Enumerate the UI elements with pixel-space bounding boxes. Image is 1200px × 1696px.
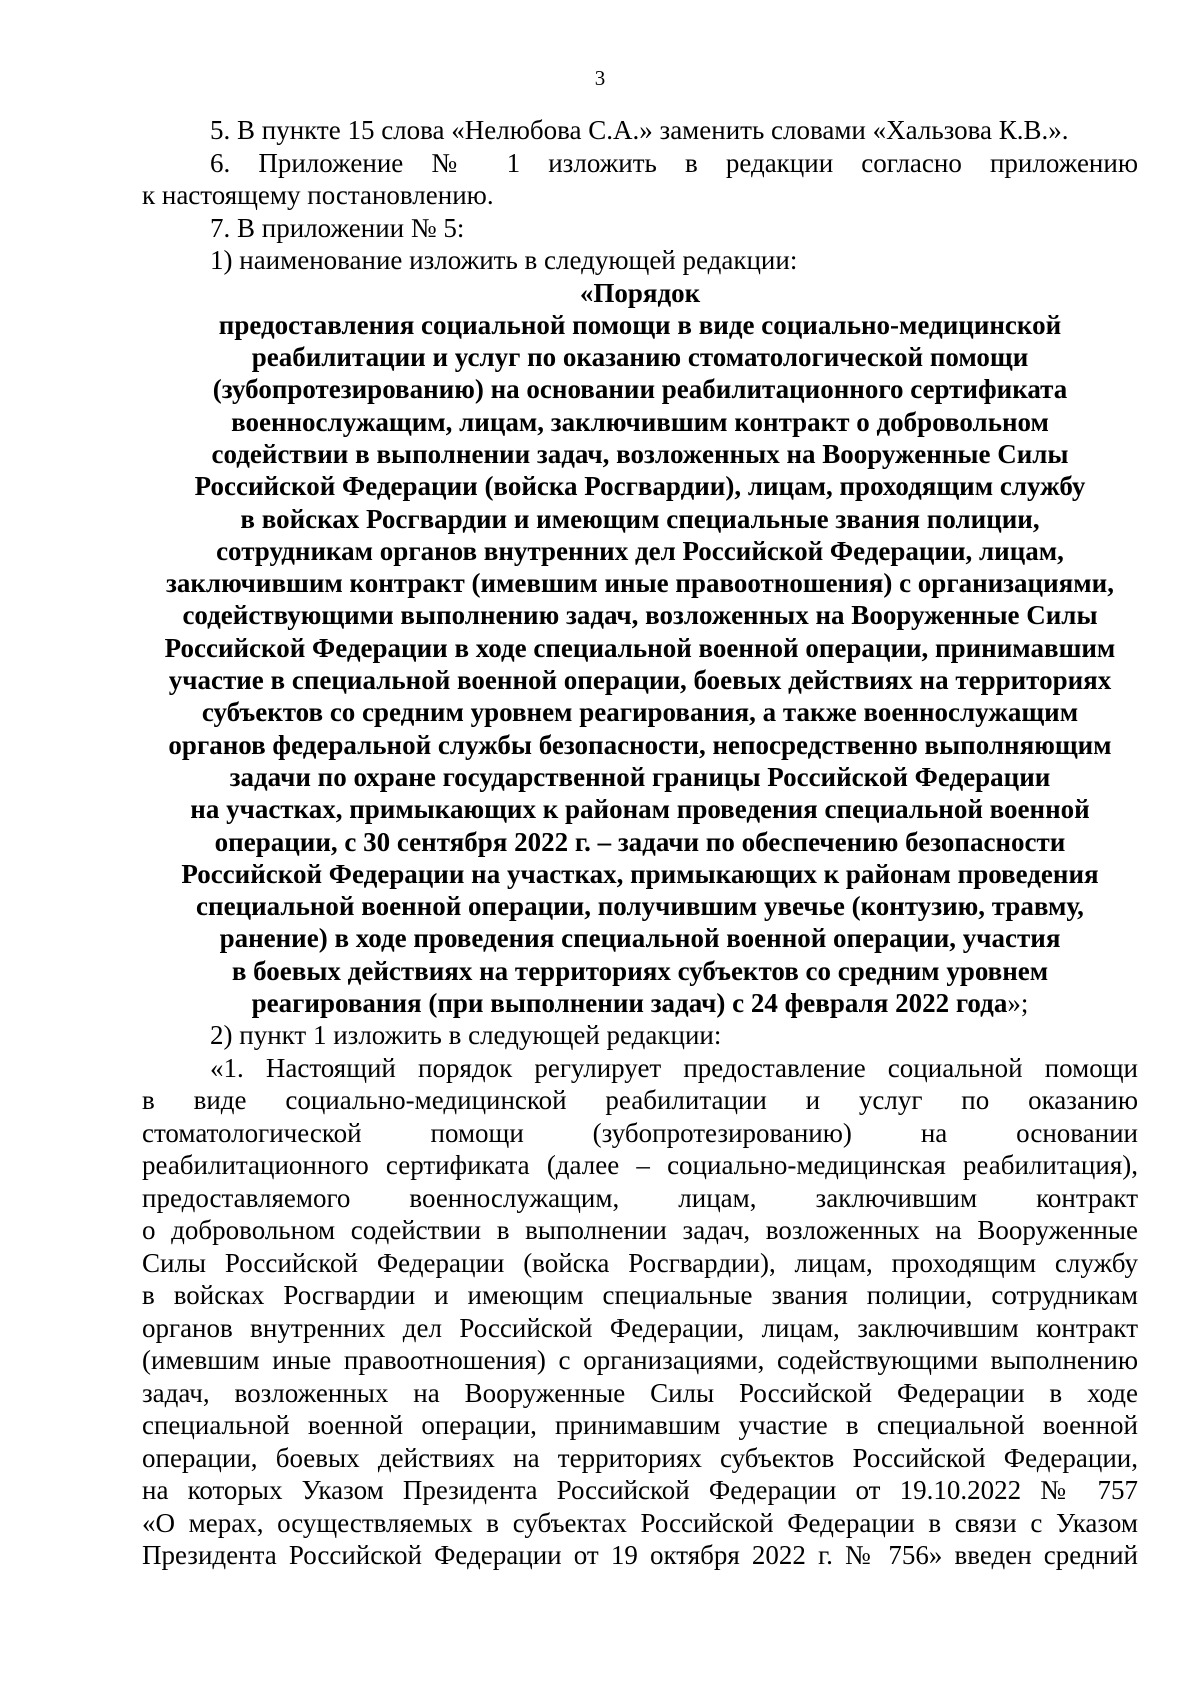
paragraph-line: «1. Настоящий порядок регулирует предоставление социальной помощи [210, 1052, 1138, 1083]
title-line: субъектов со средним уровнем реагирования, а также военнослужащим [201, 697, 1079, 728]
paragraph-line: задач, возложенных на Вооруженные Силы Российской Федерации в ходе [142, 1377, 1138, 1408]
paragraph-1 [142, 1052, 1138, 1572]
title-line: в войсках Росгвардии и имеющим специальные звания полиции, [240, 503, 1040, 534]
title-line: заключившим контракт (имевшим иные правоотношения) с организациями, [166, 568, 1114, 599]
paragraph-line: «О мерах, осуществляемых в субъектах Российской Федерации в связи с Указом [142, 1507, 1138, 1538]
item-6-line-2: к настоящему постановлению. [142, 180, 494, 210]
paragraph-line: предоставляемого военнослужащим, лицам, заключившим контракт [142, 1182, 1138, 1213]
item-6-line-1: 6. Приложение № 1 изложить в редакции согласно приложению [210, 147, 1138, 178]
title-line: сотрудникам органов внутренних дел Российской Федерации, лицам, [216, 535, 1064, 566]
paragraph-line: в войсках Росгвардии и имеющим специальные звания полиции, сотрудникам [142, 1280, 1138, 1311]
title-line: операции, с 30 сентября 2022 г. – задачи по обеспечению безопасности [214, 826, 1066, 857]
item-7: 7. В приложении № 5: [210, 212, 465, 243]
item-5: 5. В пункте 15 слова «Нелюбова С.А.» заменить словами «Хальзова К.В.». [210, 115, 1069, 145]
paragraph-line: (имевшим иные правоотношения) с организациями, содействующими выполнению [142, 1345, 1138, 1376]
item-7-2: 2) пункт 1 изложить в следующей редакции: [210, 1020, 722, 1051]
title-line: задачи по охране государственной границы Российской Федерации [229, 761, 1051, 792]
title-last-bold: реагирования (при выполнении задач) с 24 февраля 2022 года [251, 988, 1008, 1019]
paragraph-line: специальной военной операции, принимавшим участие в специальной военной [142, 1410, 1138, 1441]
procedure-title [142, 277, 1138, 1020]
title-line: (зубопротезированию) на основании реабилитационного сертификата [212, 374, 1068, 405]
paragraph-line: органов внутренних дел Российской Федерации, лицам, заключившим контракт [142, 1312, 1138, 1343]
page-number: 3 [594, 66, 606, 90]
title-line: органов федеральной службы безопасности, непосредственно выполняющим [168, 729, 1112, 760]
title-line: Российской Федерации в ходе специальной военной операции, принимавшим [164, 632, 1116, 663]
title-line: на участках, примыкающих к районам проведения специальной военной [190, 794, 1090, 825]
paragraph-line: Президента Российской Федерации от 19 октября 2022 г. № 756» введен средний [142, 1540, 1138, 1571]
title-line: реабилитации и услуг по оказанию стоматологической помощи [251, 342, 1029, 373]
title-line: содействующими выполнению задач, возложенных на Вооруженные Силы [182, 600, 1098, 631]
title-line: военнослужащим, лицам, заключившим контракт о добровольном [231, 406, 1049, 437]
item-7-1: 1) наименование изложить в следующей редакции: [210, 245, 798, 275]
paragraph-line: о добровольном содействии в выполнении задач, возложенных на Вооруженные [142, 1215, 1138, 1246]
item-6 [142, 147, 1138, 212]
paragraph-line: операции, боевых действиях на территориях субъектов Российской Федерации, [142, 1442, 1138, 1473]
title-last-line [142, 987, 1138, 1019]
title-line: специальной военной операции, получившим увечье (контузию, травму, [196, 891, 1084, 922]
title-line: участие в специальной военной операции, боевых действиях на территориях [168, 665, 1112, 696]
document-body [142, 114, 1138, 1572]
title-line: ранение) в ходе проведения специальной военной операции, участия [219, 923, 1061, 954]
paragraph-line: Силы Российской Федерации (войска Росгвардии), лицам, проходящим службу [142, 1247, 1138, 1278]
paragraph-line: на которых Указом Президента Российской Федерации от 19.10.2022 № 757 [142, 1475, 1138, 1506]
title-last-tail: »; [1007, 988, 1029, 1019]
title-line: Российской Федерации на участках, примыкающих к районам проведения [181, 858, 1099, 889]
title-line: в боевых действиях на территориях субъектов со средним уровнем [231, 955, 1049, 986]
title-line: предоставления социальной помощи в виде социально-медицинской [218, 309, 1062, 340]
paragraph-line: в виде социально-медицинской реабилитации и услуг по оказанию [142, 1085, 1138, 1116]
paragraph-line: реабилитационного сертификата (далее – социально-медицинская реабилитация), [142, 1150, 1138, 1181]
paragraph-line: стоматологической помощи (зубопротезированию) на основании [142, 1117, 1138, 1148]
title-line: содействии в выполнении задач, возложенных на Вооруженные Силы [211, 438, 1069, 469]
title-line: Российской Федерации (войска Росгвардии), лицам, проходящим службу [194, 471, 1086, 502]
title-line: «Порядок [579, 277, 701, 308]
